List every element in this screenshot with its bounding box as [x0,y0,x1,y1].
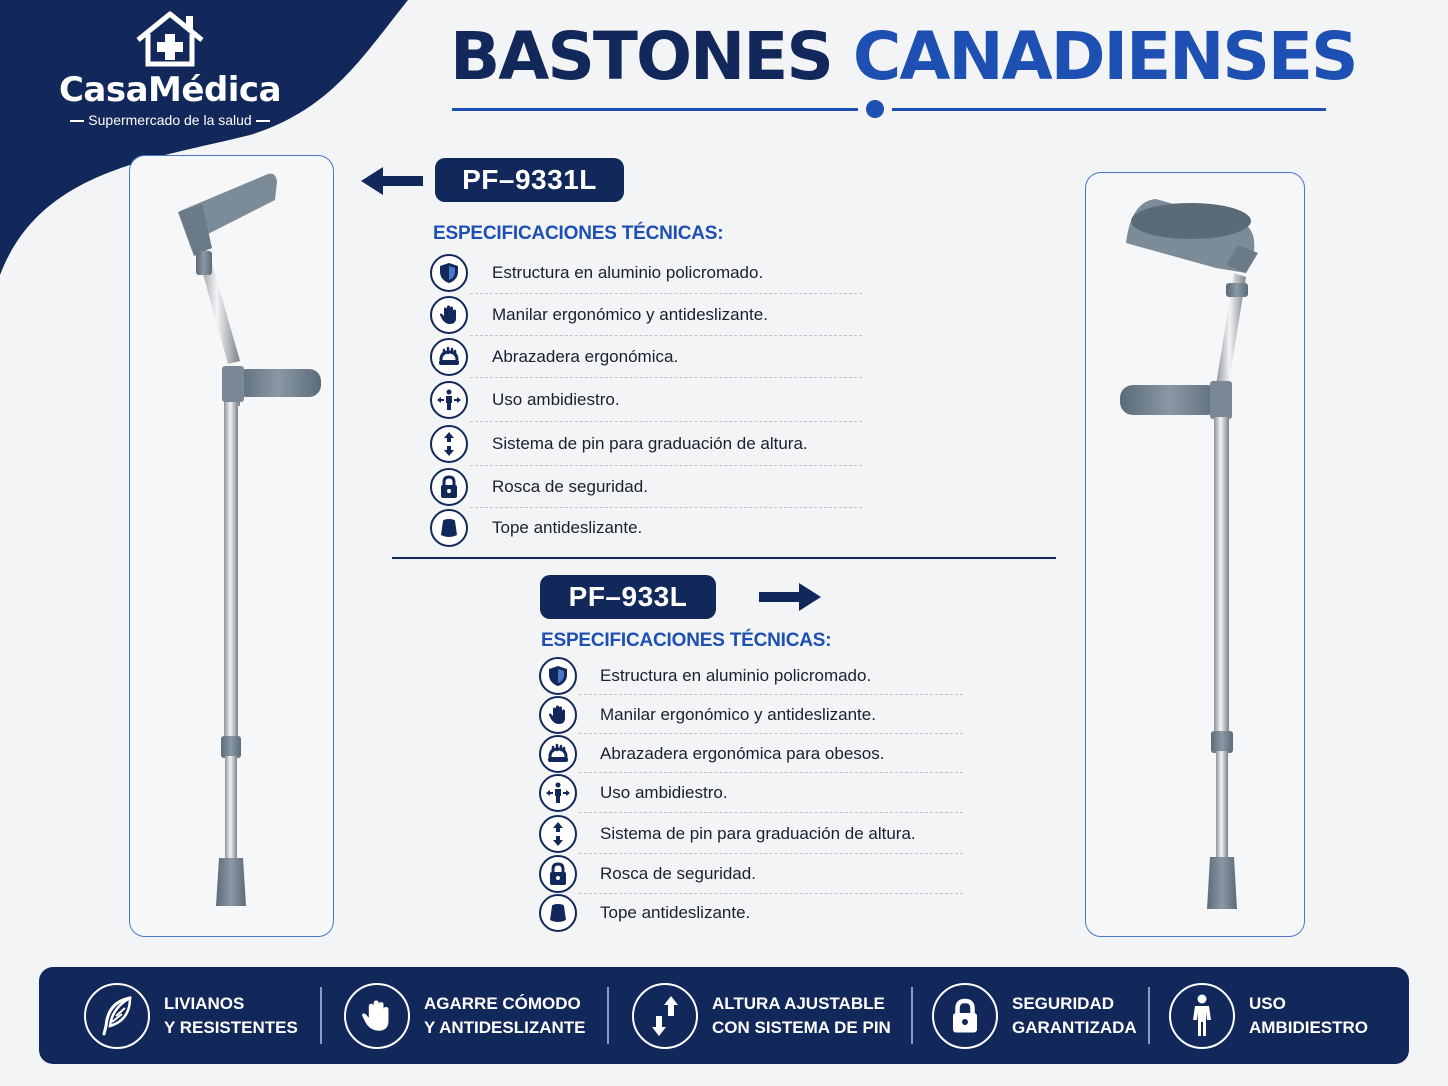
spec-title-pf-9331l: ESPECIFICACIONES TÉCNICAS: [433,223,724,244]
rubber-tip-icon [539,894,577,932]
feature-divider [1148,987,1150,1044]
right-arrow-icon [757,581,821,613]
lock-icon [430,468,468,506]
feather-icon [84,983,150,1049]
feature-height: ALTURA AJUSTABLE CON SISTEMA DE PIN [632,967,891,1064]
spec-item: Uso ambidiestro. [539,773,916,813]
model-badge-pf-933l: PF–933L [540,575,716,619]
hand-icon [430,296,468,334]
title-divider [450,99,1330,119]
spec-list-pf-9331l [430,252,808,548]
spec-list-pf-933l [539,656,916,932]
product-image-pf-9331l [129,155,334,937]
spec-item: Estructura en aluminio policromado. [430,252,808,294]
person-icon [1169,983,1235,1049]
spec-title-pf-933l: ESPECIFICACIONES TÉCNICAS: [541,630,832,651]
cuff-icon [430,338,468,376]
title-part-2: CANADIENSES [852,18,1357,95]
spec-item: Manilar ergonómico y antideslizante. [539,695,916,734]
feature-divider [911,987,913,1044]
spec-item: Tope antideslizante. [539,894,916,932]
crutch-illustration-left [130,156,335,938]
feature-security: SEGURIDAD GARANTIZADA [932,967,1137,1064]
brand-tagline: Supermercado de la salud [50,112,290,128]
spec-item: Abrazadera ergonómica. [430,336,808,378]
spec-item: Sistema de pin para graduación de altura. [430,422,808,466]
features-bar [39,967,1409,1064]
house-cross-icon [132,10,208,68]
ambidextrous-icon [539,774,577,812]
page-title [450,18,1357,119]
feature-grip: AGARRE CÓMODO Y ANTIDESLIZANTE [344,967,586,1064]
left-arrow-icon [361,165,425,197]
brand-name: CasaMédica [58,70,282,110]
spec-item: Abrazadera ergonómica para obesos. [539,734,916,773]
lock-icon [539,855,577,893]
rubber-tip-icon [430,509,468,547]
height-adjust-icon [632,983,698,1049]
height-adjust-icon [539,815,577,853]
spec-item: Uso ambidiestro. [430,378,808,422]
shield-icon [539,657,577,695]
lock-icon [932,983,998,1049]
height-adjust-icon [430,425,468,463]
feature-divider [320,987,322,1044]
spec-item: Tope antideslizante. [430,508,808,548]
model-badge-pf-9331l: PF–9331L [435,158,624,202]
spec-item: Estructura en aluminio policromado. [539,656,916,695]
brand-logo[interactable] [50,10,290,128]
feature-ambidextrous: USO AMBIDIESTRO [1169,967,1368,1064]
hand-icon [344,983,410,1049]
spec-item: Sistema de pin para graduación de altura. [539,813,916,854]
crutch-illustration-right [1086,173,1306,938]
feature-lightweight: LIVIANOS Y RESISTENTES [84,967,298,1064]
ambidextrous-icon [430,381,468,419]
spec-item: Rosca de seguridad. [430,466,808,508]
hand-icon [539,696,577,734]
product-image-pf-933l [1085,172,1305,937]
feature-divider [607,987,609,1044]
section-divider [392,557,1056,559]
shield-icon [430,254,468,292]
spec-item: Rosca de seguridad. [539,854,916,894]
title-part-1: BASTONES [450,18,832,95]
spec-item: Manilar ergonómico y antideslizante. [430,294,808,336]
cuff-icon [539,735,577,773]
